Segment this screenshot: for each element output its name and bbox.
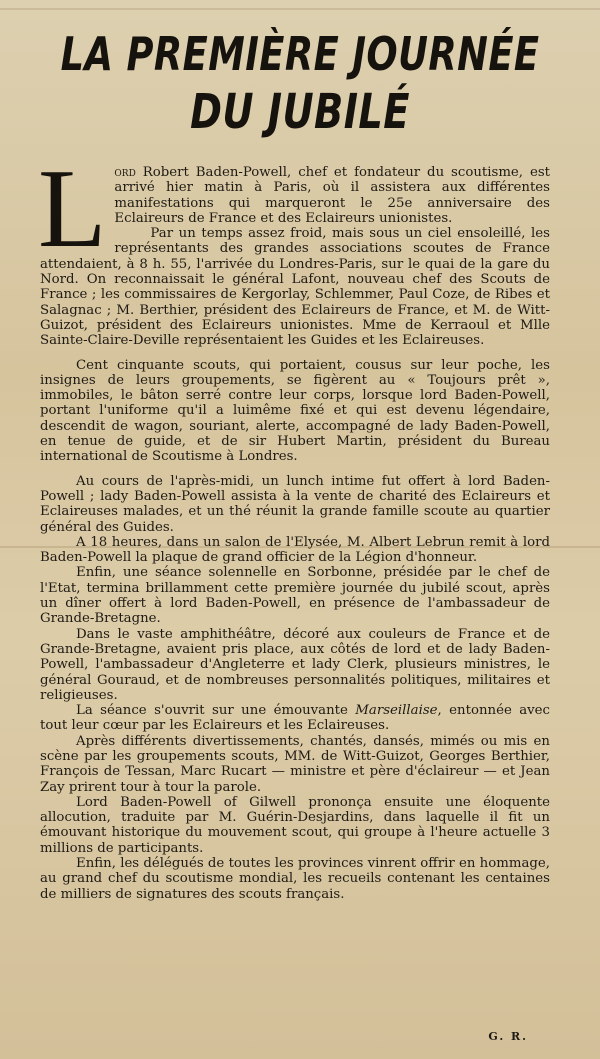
paragraph-text: La séance s'ouvrit sur une émouvante (76, 703, 356, 719)
paragraph-text: Robert Baden-Powell, chef et fondateur du scoutisme, est arrivé hier matin à Paris, où il assistera aux différentes manifestations qui marqueront le 25e anniversaire des Eclaireurs de France et des Eclaireurs unionistes. (114, 165, 550, 226)
drop-cap: L (38, 147, 107, 271)
paragraph: Après différents divertissements, chantés, dansés, mimés ou mis en scène par les groupements scouts, MM. de Witt-Guizot, Georges Berthier, François de Tessan, Marc Rucart — ministre et père d'éclaireur — et Jean Zay prirent tour à tour la parole. (40, 733, 550, 795)
paragraph: Par un temps assez froid, mais sous un ciel ensoleillé, les représentants des grandes associations scoutes de France attendaient, à 8 h. 55, l'arrivée du Londres-Paris, sur le quai de la gare du Nord. On reconnaissait le général Lafont, nouveau chef des Scouts de France ; les commissaires de Kergorlay, Schlemmer, Paul Coze, de Ribes et Salagnac ; M. Berthier, président des Eclaireurs de France, et M. de Witt-Guizot, président des Eclaireurs unionistes. Mme de Kerraoul et Mlle Sainte-Claire-Deville représentaient les Guides et les Eclaireuses. (40, 226, 550, 349)
paragraph: Enfin, les délégués de toutes les provinces vinrent offrir en hommage, au grand chef du scoutisme mondial, les recueils contenant les centaines de milliers de signatures des scouts français. (40, 856, 550, 902)
marseillaise-italic: Marseillaise (355, 703, 438, 719)
lead-smallcaps: ord (114, 165, 136, 180)
article-body (38, 147, 550, 902)
paragraph: Enfin, une séance solennelle en Sorbonne, présidée par le chef de l'Etat, termina brillamment cette première journée du jubilé scout, après un dîner offert à lord Baden-Powell, en présence de l'ambassadeur de Grande-Bretagne. (40, 565, 550, 627)
paragraph: Au cours de l'après-midi, un lunch intime fut offert à lord Baden-Powell ; lady Baden-Powell assista à la vente de charité des Eclaireurs et Eclaireuses malades, et un thé réunit la grande famille scoute au quartier général des Guides. (40, 473, 550, 535)
fold-line (0, 8, 600, 10)
paragraph: Lord Baden-Powell of Gilwell prononça ensuite une éloquente allocution, traduite par M. Guérin-Desjardins, dans laquelle il fit un émouvant historique du mouvement scout, qui groupe à l'heure actuelle 3 millions de participants. (40, 794, 550, 856)
headline-line-2: DU JUBILÉ (190, 84, 410, 140)
paragraph (40, 703, 550, 734)
author-signature: G. R. (488, 1030, 528, 1043)
paragraph: Cent cinquante scouts, qui portaient, cousus sur leur poche, les insignes de leurs groupements, se figèrent au « Toujours prêt », immobiles, le bâton serré contre leur corps, lorsque lord Baden-Powell, portant l'uniforme qu'il a luimême fixé et qui est devenu légendaire, descendit de wagon, souriant, alerte, accompagné de lady Baden-Powell, en tenue de guide, et de sir Hubert Martin, président du Bureau international de Scoutisme à Londres. (40, 357, 550, 465)
paragraph-lead (38, 147, 550, 271)
paragraph: A 18 heures, dans un salon de l'Elysée, M. Albert Lebrun remit à lord Baden-Powell la plaque de grand officier de la Légion d'honneur. (40, 534, 550, 566)
paragraph-text: , entonnée avec tout leur cœur par les Eclaireurs et les Eclaireuses. (40, 703, 550, 734)
paragraph: Dans le vaste amphithéâtre, décoré aux couleurs de France et de Grande-Bretagne, avaient pris place, aux côtés de lord et de lady Baden-Powell, l'ambassadeur d'Angleterre et lady Clerk, plusieurs ministres, le général Gouraud, et de nombreuses personnalités politiques, militaires et religieuses. (40, 626, 550, 703)
headline-line-1: LA PREMIÈRE JOURNÉE (60, 27, 540, 81)
headline (0, 0, 600, 142)
